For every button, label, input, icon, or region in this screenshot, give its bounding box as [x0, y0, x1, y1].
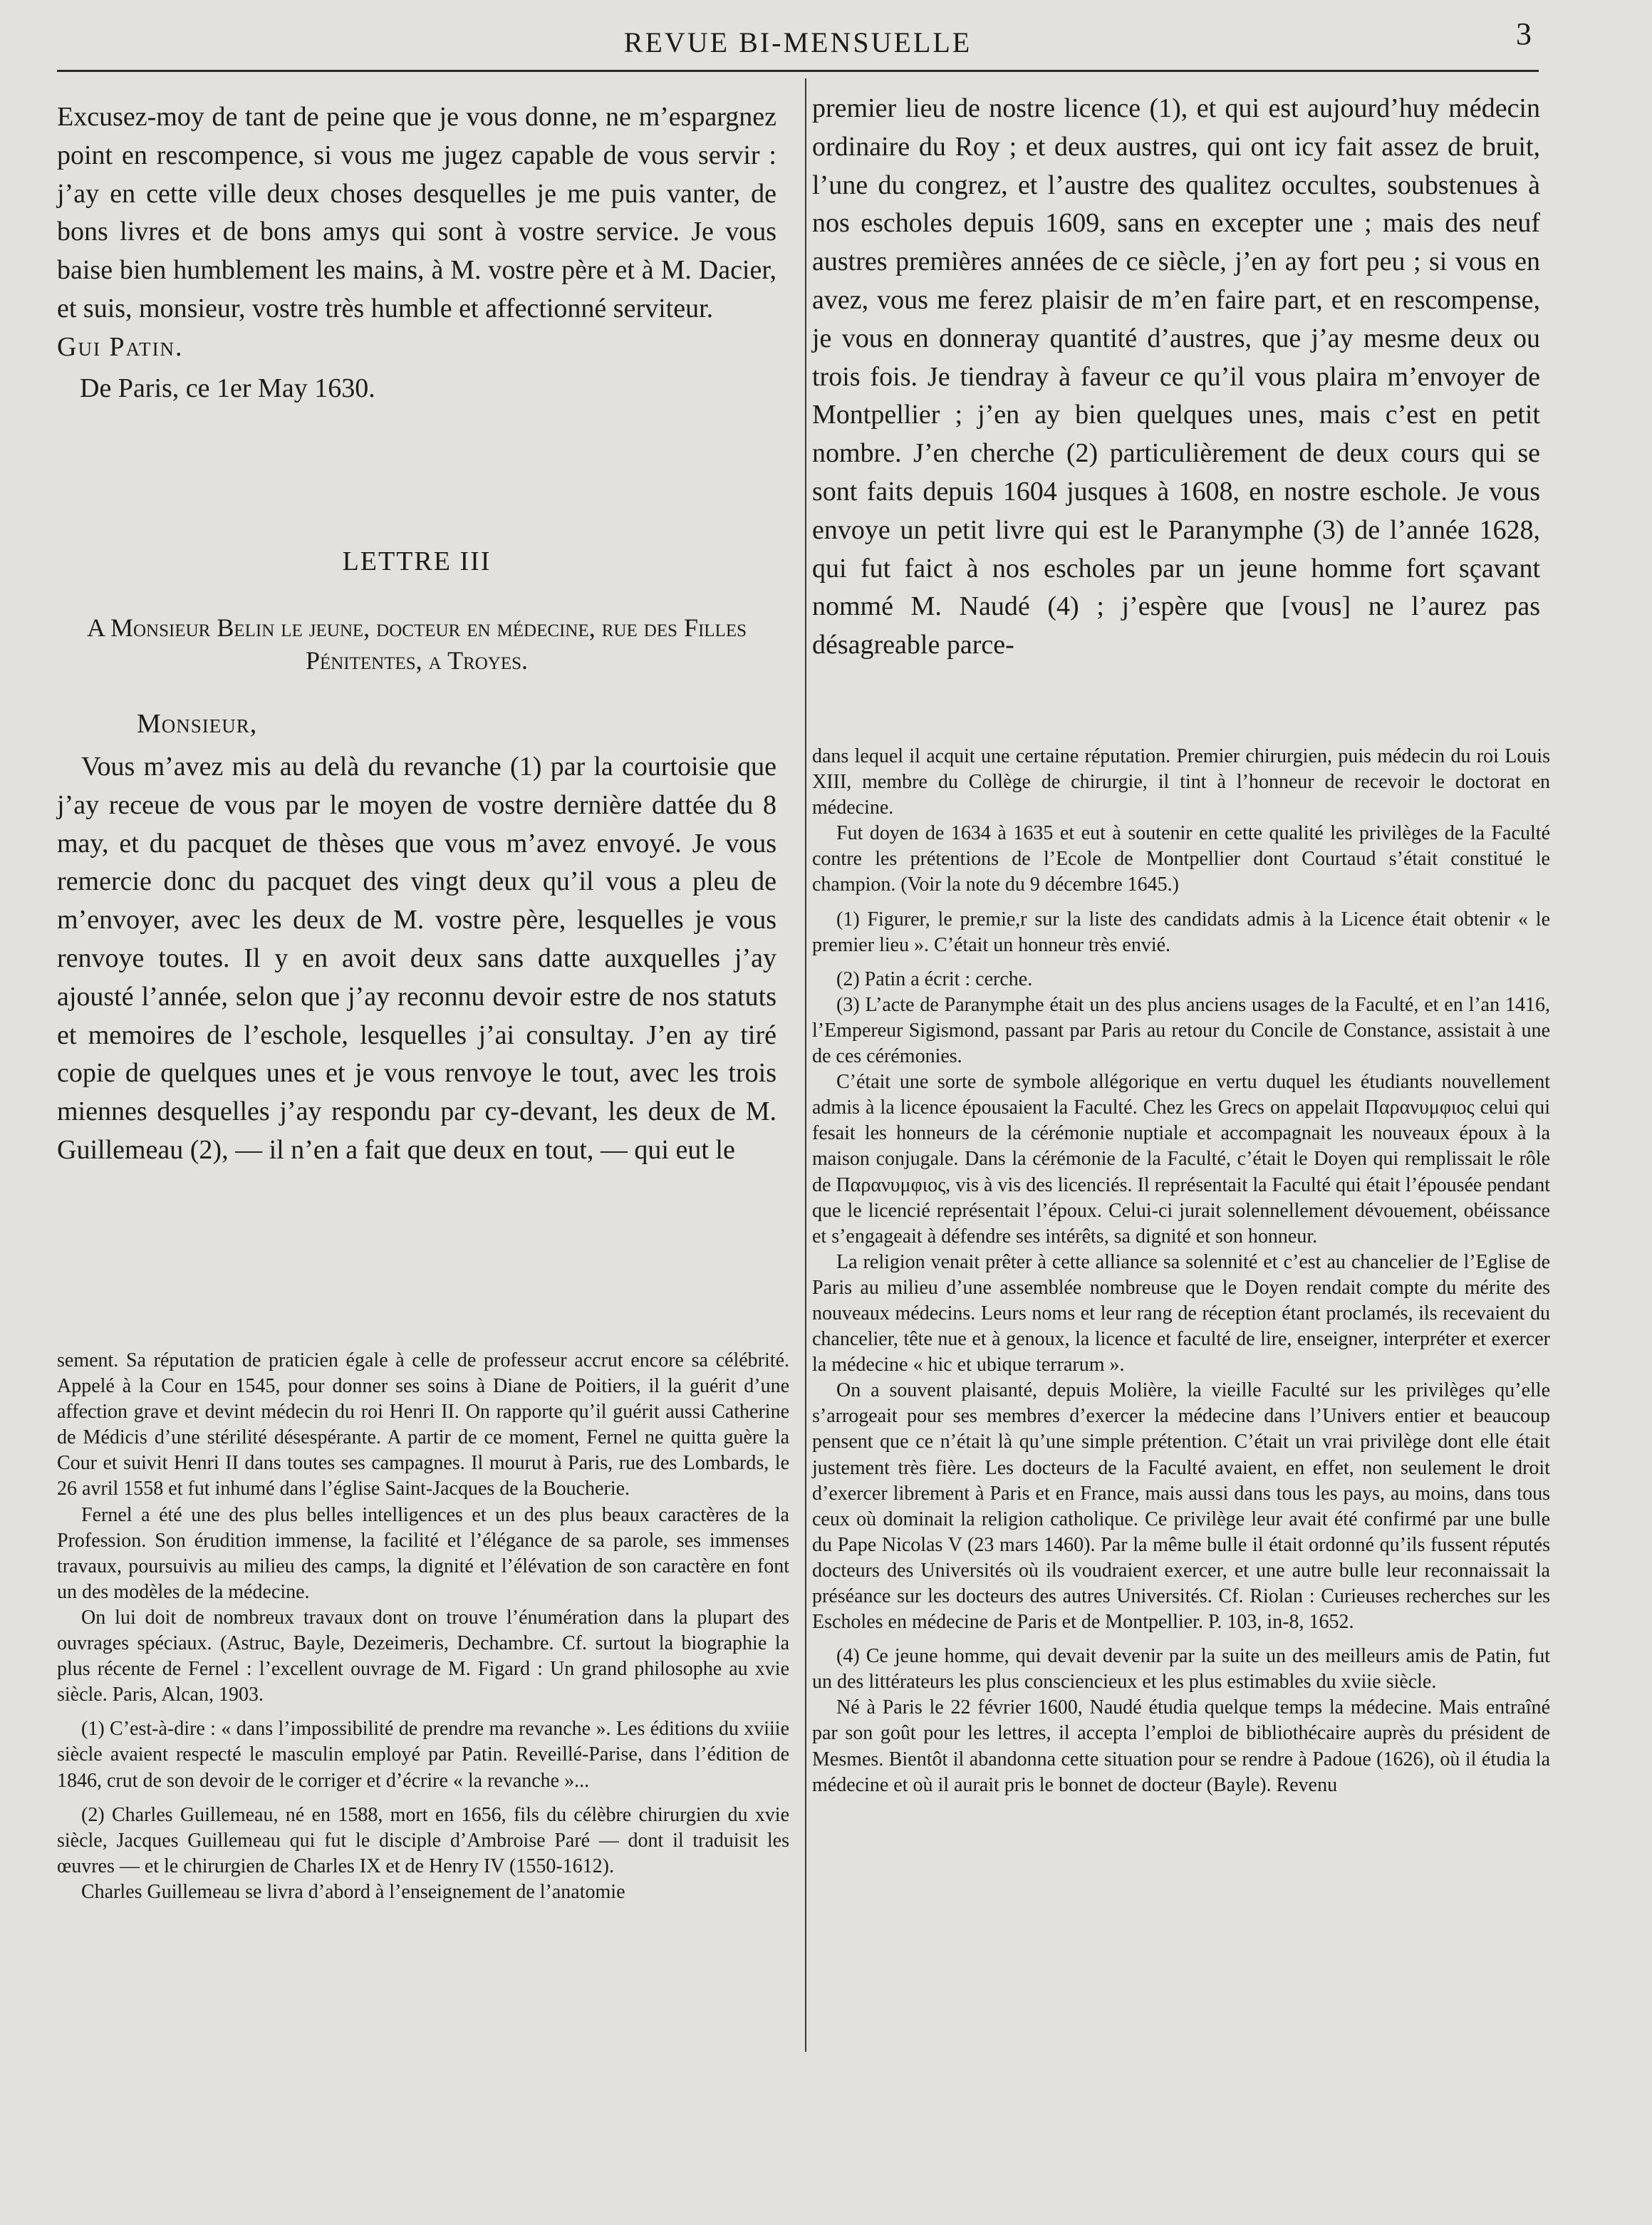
footnote-paragraph: Fut doyen de 1634 à 1635 et eut à soutenir en cette qualité les privilèges de la Faculté contre les prétentions de l’Ecole de Montpellier dont Courtaud s’était constitué le champion. (Voir la note du 9 décembre 1645.) — [812, 822, 1550, 896]
left-column-main — [57, 98, 776, 1170]
footnote-paragraph: On lui doit de nombreux travaux dont on trouve l’énumération dans la plupart des ouvrages spéciaux. (Astruc, Bayle, Dezeimeris, Dechambre. Cf. surtout la biographie la plus récente de Fernel : l’excellent ouvrage de M. Figard : Un grand philosophe au xvie siècle. Paris, Alcan, 1903. — [57, 1606, 789, 1706]
page-number: 3 — [1516, 16, 1532, 51]
letter-heading: LETTRE III — [342, 546, 492, 577]
running-title: REVUE BI-MENSUELLE — [623, 26, 972, 58]
salutation: Monsieur, — [137, 709, 258, 740]
footnote-continuation: dans lequel il acquit une certaine réputation. Premier chirurgien, puis médecin du roi Louis XIII, membre du Collège de chirurgie, il tint à l’honneur de recevoir le doctorat en médecine. — [812, 745, 1550, 819]
footnote-2: (2) Charles Guillemeau, né en 1588, mort en 1656, fils du célèbre chirurgien du xvie siècle, Jacques Guillemeau qui fut le disciple d’Ambroise Paré — dont il traduisit les œuvres — et le chirurgien de Charles IX et de Henry IV (1550-1612). — [57, 1803, 789, 1877]
footnote-paragraph: C’était une sorte de symbole allégorique en vertu duquel les étudiants nouvellement admis à la licence épousaient la Faculté. Chez les Grecs on appelait Παρανυμφιος celui qui fesait les honneurs de la cérémonie nuptiale et accompagnait les nouveaux époux à la maison conjugale. Dans la cérémonie de la Faculté, c’était le Doyen qui remplissait le rôle de Παρανυμφιος, vis à vis des licenciés. Il représentait la Faculté qui était l’épousée pendant que le licencié représentait l’époux. Celui-ci jurait solennellement dévouement, obéissance et s’engageait à défendre ses intérêts, sa dignité et son honneur. — [812, 1071, 1550, 1248]
footnote-continuation: sement. Sa réputation de praticien égale à celle de professeur accrut encore sa célébrité. Appelé à la Cour en 1545, pour donner ses soins à Diane de Poitiers, il la guérit d’une affection grave et devint médecin du roi Henri II. On rapporte qu’il guérit aussi Catherine de Médicis d’une stérilité désespérante. A partir de ce moment, Fernel ne quitta guère la Cour et suivit Henri II dans toutes ses campagnes. Il mourut à Paris, rue des Lombards, le 26 avril 1558 et fut inhumé dans l’église Saint-Jacques de la Boucherie. — [57, 1349, 789, 1500]
letter-body-paragraph: Vous m’avez mis au delà du revanche (1) par la courtoisie que j’ay receue de vous par le moyen de vostre dernière dattée du 8 may, et du pacquet de thèses que vous m’avez envoyé. Je vous remercie donc du pacquet des vingt deux qu’il vous a pleu de m’envoyer, avec les deux de M. vostre père, lesquelles je vous renvoye toutes. Il y en avoit deux sans datte auxquelles j’ay ajousté l’année, selon que j’ay reconnu devoir estre de nos statuts et memoires de l’eschole, lesquelles j’ai consultay. J’en ay tiré copie de quelques unes et je vous renvoye le tout, avec les trois miennes desquelles j’ay respondu par cy-devant, les deux de M. Guillemeau (2), — il n’en a fait que deux en tout, — qui eut le — [57, 751, 776, 1165]
header-rule — [57, 70, 1539, 72]
footnote-paragraph: La religion venait prêter à cette alliance sa solennité et c’est au chancelier de l’Eglise de Paris au milieu d’une assemblée nombreuse que le Doyen rendait compte du mérite des nouveaux médecins. Leurs noms et leur rang de réception étant proclamés, ils recevaient du chancelier, tête nue et à genoux, la licence et faculté de lire, enseigner, interpréter et exercer la médecine « hic et ubique terrarum ». — [812, 1250, 1550, 1376]
footnote-4: (4) Ce jeune homme, qui devait devenir par la suite un des meilleurs amis de Patin, fut un des littérateurs les plus consciencieux et les plus estimables du xviie siècle. — [812, 1645, 1550, 1694]
footnote-paragraph: On a souvent plaisanté, depuis Molière, la vieille Faculté sur les privilèges qu’elle s’arrogeait pour ses membres d’exercer la médecine dans l’Univers entier et beaucoup pensent que ce n’était là qu’une simple prétention. C’était un vrai privilège dont elle était justement très fière. Les docteurs de la Faculté avaient, en effet, non seulement le droit d’exercer librement à Paris et en France, mais aussi dans tous les pays, au moins, dans tous ceux où dominait la religion catholique. Ce privilège leur avait été confirmé par une bulle du Pape Nicolas V (23 mars 1460). Par la même bulle il était ordonné qu’ils fussent réputés docteurs des Universités où ils voudraient exercer, et une autre bulle leur reconnaissait la préséance sur les docteurs des autres Universités. Cf. Riolan : Curieuses recherches sur les Escholes en médecine de Paris et de Montpellier. P. 103, in-8, 1652. — [812, 1379, 1550, 1634]
footnote-1: (1) C’est-à-dire : « dans l’impossibilité de prendre ma revanche ». Les éditions du xviiie siècle avaient respecté le masculin employé par Patin. Reveillé-Parise, dans l’édition de 1846, crut de son devoir de le corriger et d’écrire « la revanche »... — [57, 1718, 789, 1792]
left-column-footnotes — [57, 1348, 789, 1905]
footnote-1: (1) Figurer, le premie,r sur la liste des candidats admis à la Licence était obtenir « le premier lieu ». C’était un honneur très envié. — [812, 908, 1550, 956]
footnote-paragraph: Charles Guillemeau se livra d’abord à l’enseignement de l’anatomie — [81, 1880, 625, 1903]
letter-address: A Monsieur Belin le jeune, docteur en médecine, rue des Filles Pénitentes, a Troyes. — [86, 613, 747, 675]
right-column-main — [812, 90, 1540, 665]
footnote-2: (2) Patin a écrit : cerche. — [836, 968, 1033, 990]
column-divider — [805, 78, 806, 2052]
footnote-paragraph: Fernel a été une des plus belles intelligences et un des plus beaux caractères de la Profession. Son érudition immense, la facilité et l’élégance de sa parole, ses immenses travaux, poursuivis au milieu des camps, la dignité et l’élévation de son caractère en font un des modèles de la médecine. — [57, 1503, 789, 1603]
dateline: De Paris, ce 1er May 1630. — [80, 373, 375, 403]
signature: Gui Patin. — [57, 331, 184, 362]
footnote-3: (3) L’acte de Paranymphe était un des plus anciens usages de la Faculté, et en l’an 1416, l’Empereur Sigismond, passant par Paris au retour du Concile de Constance, assistait à une de ces cérémonies. — [812, 993, 1550, 1068]
letter-closing-paragraph: Excusez-moy de tant de peine que je vous donne, ne m’espargnez point en rescompence, si vous me jugez capable de vous servir : j’ay en cette ville deux choses desquelles je me puis vanter, de bons livres et de bons amys qui sont à vostre service. Je vous baise bien humblement les mains, à M. vostre père et à M. Dacier, et suis, monsieur, vostre très humble et affectionné serviteur. — [57, 102, 776, 323]
page-header — [57, 16, 1539, 73]
letter-body-continuation: premier lieu de nostre licence (1), et qui est aujourd’huy médecin ordinaire du Roy ; et deux austres, qui ont icy fait assez de bruit, l’une du congrez, et l’austre des qualitez occultes, soubstenues à nos escholes depuis 1609, sans en excepter une ; mais des neuf austres premières années de ce siècle, j’en ay fort peu ; si vous en avez, vous me ferez plaisir de m’en faire part, et en rescompense, je vous en donneray quantité d’austres, que j’ay mesme deux ou trois fois. Je tiendray à faveur ce qu’il vous plaira m’envoyer de Montpellier ; j’en ay bien quelques unes, mais c’est en petit nombre. J’en cherche (2) particulièrement de deux cours qui se sont faits depuis 1604 jusques à 1608, en nostre eschole. Je vous envoye un petit livre qui est le Paranymphe (3) de l’année 1628, qui fut faict à nos escholes par un jeune homme fort sçavant nommé M. Naudé (4) ; j’espère que [vous] ne l’aurez pas désagreable parce- — [812, 93, 1540, 660]
footnote-paragraph: Né à Paris le 22 février 1600, Naudé étudia quelque temps la médecine. Mais entraîné par son goût pour les lettres, il accepta l’emploi de bibliothécaire auprès du président de Mesmes. Bientôt il abandonna cette situation pour se rendre à Padoue (1626), où il étudia la médecine et où il aurait pris le bonnet de docteur (Bayle). Revenu — [812, 1696, 1550, 1796]
right-column-footnotes — [812, 744, 1550, 1798]
